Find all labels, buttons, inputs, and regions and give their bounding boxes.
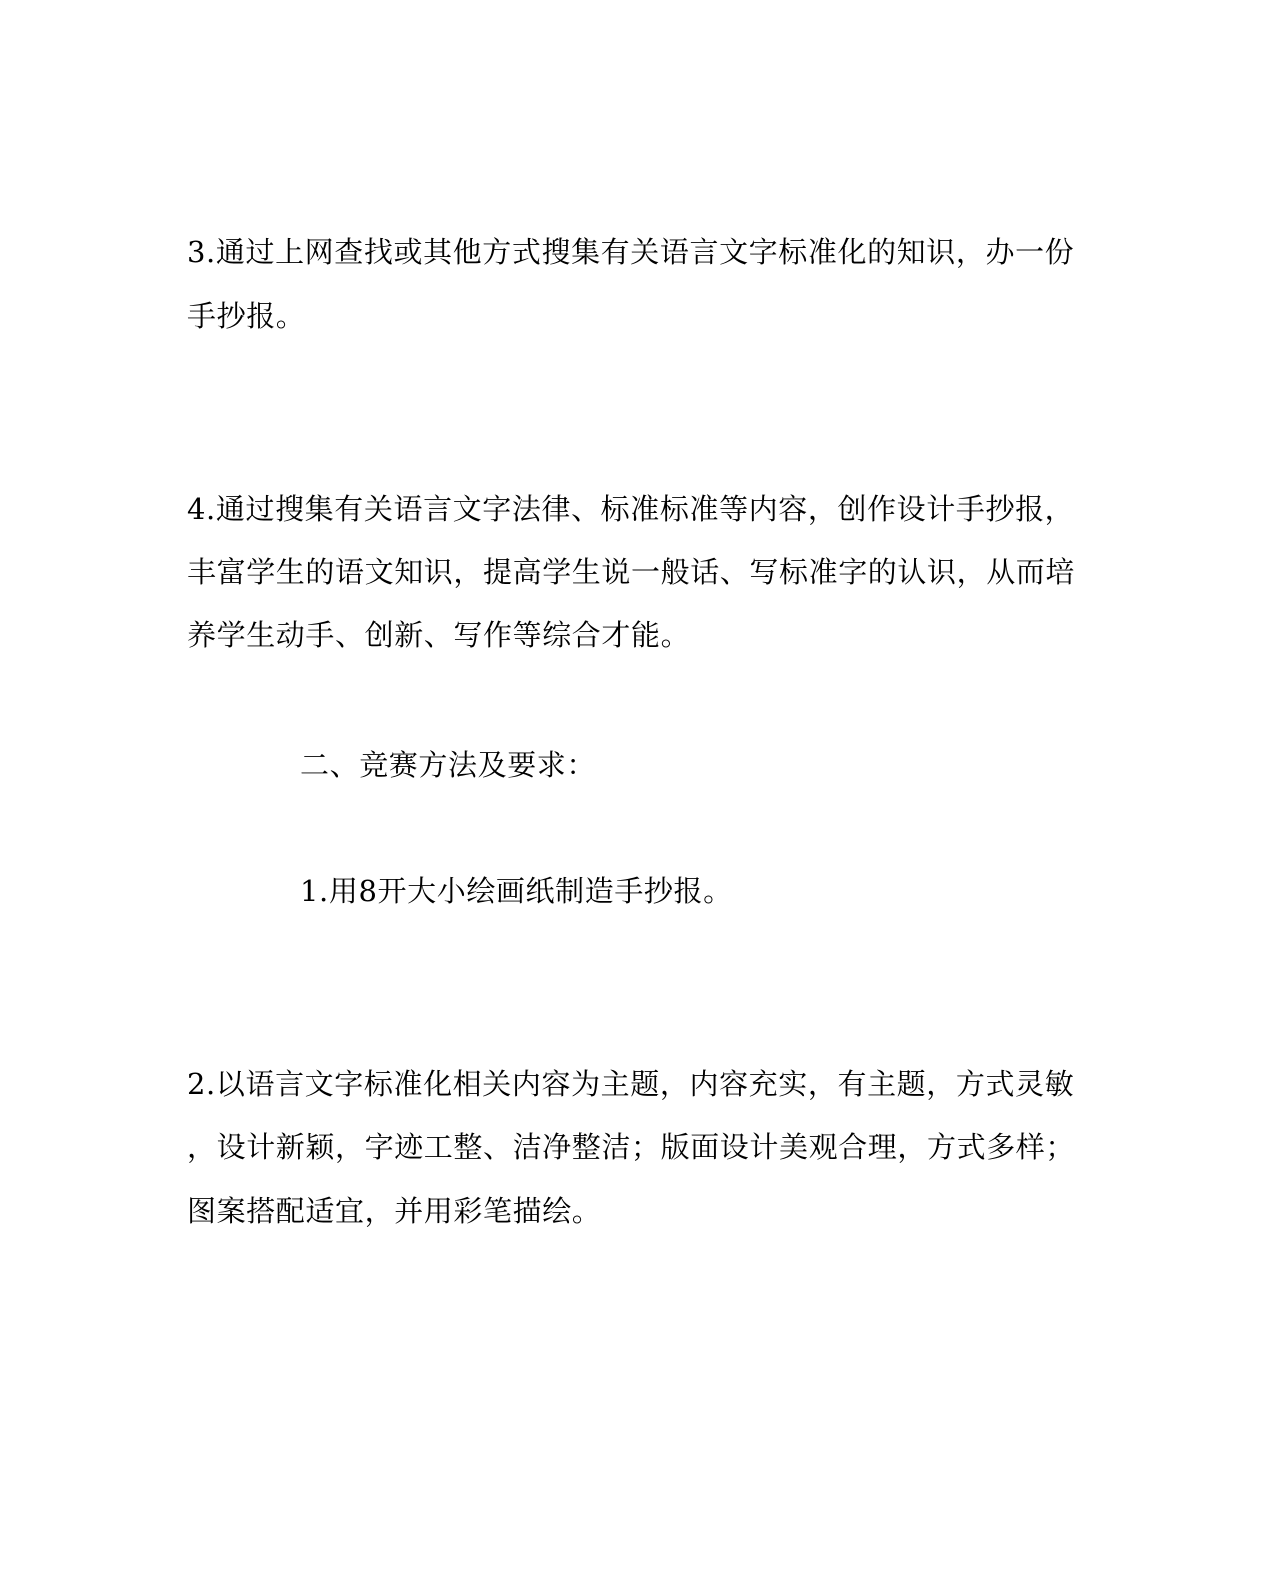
requirement-1-line-1: 1.用8开大小绘画纸制造手抄报。: [300, 874, 733, 908]
requirement-2-line-1: 2.以语言文字标准化相关内容为主题，内容充实，有主题，方式灵敏: [187, 1067, 1075, 1101]
requirement-2-line-2: ，设计新颖，字迹工整、洁净整洁；版面设计美观合理，方式多样；: [187, 1130, 1076, 1164]
section-heading: 二、竞赛方法及要求：: [300, 748, 597, 782]
paragraph-item-3-line-2: 手抄报。: [187, 299, 306, 333]
paragraph-item-4-line-1: 4.通过搜集有关语言文字法律、标准标准等内容，创作设计手抄报，: [187, 492, 1075, 526]
paragraph-item-4-line-2: 丰富学生的语文知识，提高学生说一般话、写标准字的认识，从而培: [187, 555, 1076, 589]
requirement-2-line-3: 图案搭配适宜，并用彩笔描绘。: [187, 1194, 602, 1228]
paragraph-item-3-line-1: 3.通过上网查找或其他方式搜集有关语言文字标准化的知识，办一份: [187, 235, 1075, 269]
paragraph-item-4-line-3: 养学生动手、创新、写作等综合才能。: [187, 618, 691, 652]
